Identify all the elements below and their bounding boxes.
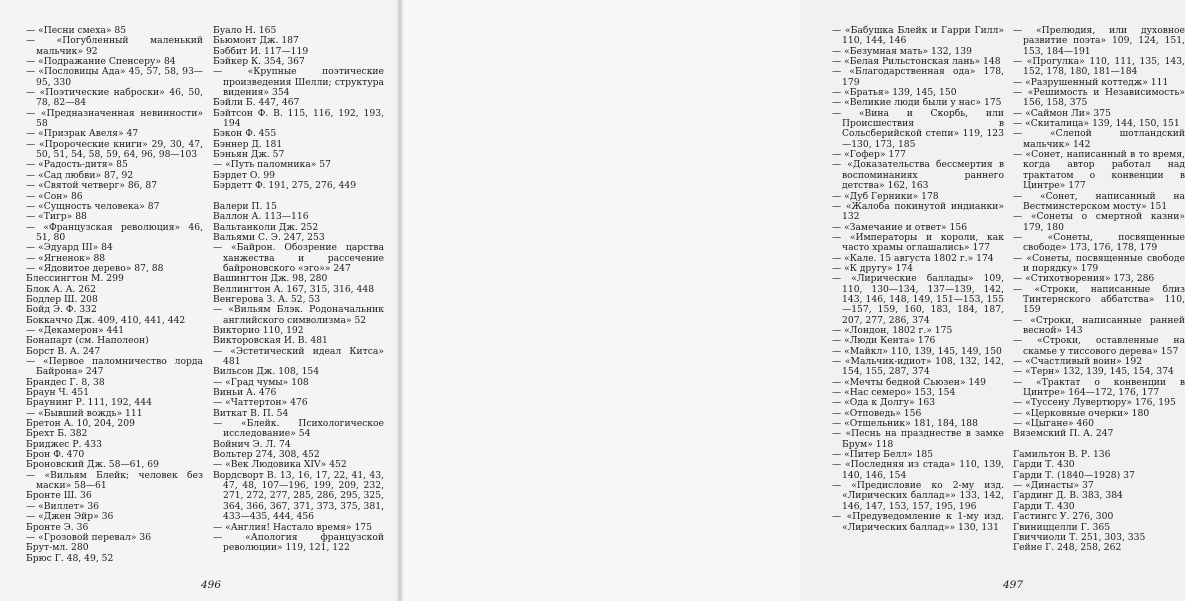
index-entry: Бойд Э. Ф. 332: [26, 304, 97, 316]
index-entry: Викторовская И. В. 481: [213, 335, 328, 347]
index-entry: — «Сущность человека» 87: [26, 200, 160, 212]
index-entry: Брут-мл. 280: [26, 542, 89, 554]
index-entry: — «Вина и Скорбь, или Происшествия в Сольсберийской степи» 119, 123—130, 173, 185: [832, 107, 1004, 150]
index-column-4: [1013, 26, 1185, 554]
index-entry: — «Сонеты о смертной казни» 179, 180: [1013, 211, 1185, 233]
index-entry: — «Питер Белл» 185: [832, 449, 934, 461]
index-entry: — «Трактат о конвенции в Цинтре» 164—172, 176, 177: [1013, 376, 1185, 399]
index-entry: — «Братья» 139, 145, 150: [832, 87, 957, 99]
index-entry: — «Нас семеро» 153, 154: [832, 387, 956, 399]
index-entry: Валери П. 15: [213, 200, 277, 212]
index-entry: — «Французская революция» 46, 51, 80: [26, 221, 203, 243]
index-entry: — «Сонеты, посвященные свободе» 173, 176, 178, 179: [1013, 231, 1185, 254]
index-entry: — «Подражание Спенсеру» 84: [26, 56, 176, 68]
index-entry: — «Цыгане» 460: [1013, 418, 1094, 430]
right-page: [401, 0, 1185, 601]
index-entry: — «Песни смеха» 85: [26, 25, 127, 36]
index-entry: — «Блейк. Психологическое исследование» 54: [213, 418, 384, 440]
index-entry: — «Тигр» 88: [26, 211, 87, 223]
index-entry: — «Ода к Долгу» 163: [832, 397, 936, 409]
index-entry: — «Сонеты, посвященные свободе и порядку» 179: [1013, 252, 1185, 274]
index-entry: Бэньян Дж. 57: [213, 149, 285, 161]
index-entry: — «Первое паломничество лорда Байрона» 247: [26, 356, 203, 378]
index-entry: Бретон А. 10, 204, 209: [26, 418, 135, 430]
index-entry: — «Англия! Настало время» 175: [213, 521, 372, 533]
index-entry: Вальтанколи Дж. 252: [213, 221, 319, 233]
index-entry: — «Лирические баллады» 109, 110, 130—134, 137—139, 142, 143, 146, 148, 149, 151—153, 155—157, 159, 160, 183, 184, 187, 207, 277, 286, 374: [832, 273, 1004, 326]
index-entry: Вильсон Дж. 108, 154: [213, 366, 320, 378]
index-entry: — «Декамерон» 441: [26, 324, 125, 336]
index-entry: — «Поэтические наброски» 46, 50, 78, 82—84: [26, 87, 203, 109]
index-entry: — «Радость-дитя» 85: [26, 159, 128, 171]
index-entry: — «Сонет, написанный в то время, когда автор работал над трактатом о конвенции в Цинтре» 177: [1013, 149, 1185, 192]
index-entry: — «Благодарственная ода» 178, 179: [832, 66, 1004, 88]
index-entry: Бэрдетт Ф. 191, 275, 276, 449: [213, 180, 357, 192]
index-entry: Бриджес Р. 433: [26, 438, 102, 450]
index-entry: Бэйли Б. 447, 467: [213, 97, 300, 109]
index-entry: — «Предназначенная невинности» 58: [26, 107, 203, 130]
index-entry: — «Сонет, написанный на Вестминстерском мосту» 151: [1013, 190, 1185, 212]
index-entry: — «Императоры и короли, как часто храмы оглашались» 177: [832, 231, 1004, 254]
index-entry: — «Счастливый воин» 192: [1013, 356, 1143, 367]
index-entry: Гвиччиоли Т. 251, 303, 335: [1013, 531, 1146, 543]
index-entry: — «Белая Рильстонская лань» 148: [832, 56, 1001, 68]
index-entry: — «Прогулка» 110, 111, 135, 143, 152, 178, 180, 181—184: [1013, 56, 1185, 78]
index-entry: Бэйкер К. 354, 367: [213, 56, 305, 68]
index-entry: Браун Ч. 451: [26, 387, 90, 399]
index-entry: — «Строки, оставленные на скамье у тиссового дерева» 157: [1013, 335, 1185, 357]
index-entry: — «Святой четверг» 86, 87: [26, 180, 158, 192]
index-entry: Гамильтон В. Р. 136: [1013, 449, 1111, 461]
index-entry: — «Последняя из стада» 110, 139, 140, 146, 154: [832, 459, 1004, 481]
index-entry: — «К другу» 174: [832, 262, 914, 274]
index-entry: Гарди Т. (1840—1928) 37: [1013, 469, 1135, 481]
index-entry: — «Песнь на празднестве в замке Брум» 118: [832, 428, 1004, 450]
index-column-2: [213, 26, 384, 554]
index-entry: — «Замечание и ответ» 156: [832, 221, 968, 233]
index-entry: — «Слепой шотландский мальчик» 142: [1013, 128, 1185, 150]
index-entry: Блок А. А. 262: [26, 283, 96, 295]
index-entry: Бодлер Ш. 208: [26, 293, 98, 305]
index-entry: — «Джен Эйр» 36: [26, 511, 114, 523]
index-entry: — «Погубленный маленький мальчик» 92: [26, 35, 203, 57]
index-entry: — «Предуведомление к 1-му изд. «Лирических баллад»» 130, 131: [832, 511, 1004, 533]
index-entry: Бэннер Д. 181: [213, 138, 283, 150]
index-entry: — «Великие люди были у нас» 175: [832, 97, 1002, 109]
index-entry: — «Стихотворения» 173, 286: [1013, 273, 1155, 285]
index-entry: Гвиниццелли Г. 365: [1013, 521, 1111, 533]
index-column-3: [832, 26, 1004, 533]
index-entry: — «Виллет» 36: [26, 500, 100, 512]
index-entry: — «Век Людовика XIV» 452: [213, 459, 347, 471]
index-entry: — «Байрон. Обозрение царства ханжества и рассечение байроновского «эго»» 247: [213, 242, 384, 274]
index-entry: — «Люди Кента» 176: [832, 335, 936, 347]
index-entry: — «Церковные очерки» 180: [1013, 407, 1150, 419]
index-entry: Виткат В. П. 54: [213, 407, 289, 419]
index-entry: Блессингтон М. 299: [26, 273, 124, 285]
index-entry: — «Династы» 37: [1013, 480, 1094, 492]
index-entry: — «Апология французской революции» 119, 121, 122: [213, 531, 384, 554]
index-entry: — «Предисловие ко 2-му изд. «Лирических баллад»» 133, 142, 146, 147, 153, 157, 195, 196: [832, 480, 1004, 512]
index-entry: Гастингс У. 276, 300: [1013, 511, 1114, 523]
index-entry: Боккаччо Дж. 409, 410, 441, 442: [26, 314, 186, 326]
index-entry: Борст В. А. 247: [26, 345, 101, 357]
index-entry: Бьюмонт Дж. 187: [213, 35, 299, 47]
index-entry: — «Грозовой перевал» 36: [26, 531, 152, 543]
index-entry: Вяземский П. А. 247: [1013, 428, 1114, 440]
index-entry: — «Сад любви» 87, 92: [26, 169, 134, 181]
index-entry: Брон Ф. 470: [26, 449, 85, 461]
index-entry: Виньи А. 476: [213, 387, 277, 399]
index-entry: Бэббит И. 117—119: [213, 45, 309, 57]
index-entry: Бонапарт (см. Наполеон): [26, 335, 149, 347]
index-entry: Викторио 110, 192: [213, 324, 304, 336]
index-entry: — «Вильям Блейк; человек без маски» 58—61: [26, 469, 203, 492]
page-number-right: 497: [1003, 579, 1024, 591]
index-entry: Вальями С. Э. 247, 253: [213, 231, 325, 243]
index-entry: — «Ягненок» 88: [26, 252, 106, 264]
index-entry: — «Ядовитое дерево» 87, 88: [26, 262, 164, 274]
index-entry: Бэйтсон Ф. В. 115, 116, 192, 193, 194: [213, 107, 384, 130]
index-entry: Броновский Дж. 58—61, 69: [26, 459, 159, 471]
index-entry: — «Отповедь» 156: [832, 407, 922, 419]
index-entry: — «Град чумы» 108: [213, 376, 309, 388]
index-entry: Брехт Б. 382: [26, 428, 88, 440]
index-entry: Венгерова З. А. 52, 53: [213, 293, 321, 305]
page-number-left: 496: [201, 579, 222, 591]
index-entry: — «Отшельник» 181, 184, 188: [832, 418, 978, 430]
index-entry: Бэрдет О. 99: [213, 169, 275, 181]
index-entry: Браунинг Р. 111, 192, 444: [26, 397, 152, 409]
index-entry: — «Пророческие книги» 29, 30, 47, 50, 51, 54, 58, 59, 64, 96, 98—103: [26, 138, 203, 161]
index-entry: Валлон А. 113—116: [213, 211, 309, 223]
index-entry: — «Решимость и Независимость» 156, 158, 375: [1013, 87, 1185, 109]
index-entry: Вордсворт В. 13, 16, 17, 22, 41, 43, 47, 48, 107—196, 199, 209, 232, 271, 272, 277, 285, 286, 295, 325, 364, 366, 367, 371, 373, 375, 381, 433—435, 444, 456: [213, 469, 384, 523]
index-entry: Гарди Т. 430: [1013, 500, 1075, 512]
index-entry: — «Терн» 132, 139, 145, 154, 374: [1013, 366, 1174, 378]
index-column-1: [26, 26, 203, 564]
index-entry: — «Бывший вождь» 111: [26, 407, 143, 419]
index-entry: — «Майкл» 110, 139, 145, 149, 150: [832, 345, 1002, 357]
index-entry: — «Строки, написанные ранней весной» 143: [1013, 314, 1185, 336]
index-entry: Войнич Э. Л. 74: [213, 438, 291, 450]
index-entry: — «Туссену Лувертюру» 176, 195: [1013, 397, 1176, 409]
index-entry: — «Бабушка Блейк и Гарри Гилл» 110, 144, 146: [832, 25, 1004, 47]
index-entry: Бронте Э. 36: [26, 521, 89, 533]
index-entry: Брандес Г. 8, 38: [26, 376, 105, 388]
index-entry: Бронте Ш. 36: [26, 490, 92, 502]
left-page: [0, 0, 399, 601]
index-entry: Вольтер 274, 308, 452: [213, 449, 320, 461]
index-entry: — «Мальчик-идиот» 108, 132, 142, 154, 155, 287, 374: [832, 356, 1004, 378]
index-entry: — «Безумная мать» 132, 139: [832, 45, 972, 57]
index-entry: — «Прелюдия, или духовное развитие поэта» 109, 124, 151, 153, 184—191: [1013, 25, 1185, 57]
index-entry: — «Лондон, 1802 г.» 175: [832, 324, 953, 336]
index-entry: — «Чаттертон» 476: [213, 397, 308, 409]
index-entry: — «Вильям Блэк. Родоначальник английского символизма» 52: [213, 304, 384, 326]
index-entry: — «Призрак Авеля» 47: [26, 128, 139, 140]
book-spine-shadow: [396, 0, 404, 601]
index-entry: — «Эдуард III» 84: [26, 242, 113, 254]
index-entry: — «Эстетический идеал Китса» 481: [213, 345, 384, 367]
index-entry: — «Пословицы Ада» 45, 57, 58, 93—95, 330: [26, 66, 203, 88]
index-entry: Гейне Г. 248, 258, 262: [1013, 542, 1122, 554]
index-entry: — «Сон» 86: [26, 190, 83, 202]
index-entry: — «Скиталица» 139, 144, 150, 151: [1013, 118, 1180, 130]
index-entry: Буало Н. 165: [213, 25, 277, 36]
index-entry: Вашингтон Дж. 98, 280: [213, 273, 328, 285]
index-entry: Веллингтон А. 167, 315, 316, 448: [213, 283, 375, 295]
index-entry: — «Дуб Герники» 178: [832, 190, 939, 202]
index-entry: Брюс Г. 48, 49, 52: [26, 552, 114, 564]
index-entry: — «Крупные поэтические произведения Шелли; структура видения» 354: [213, 66, 384, 99]
index-entry: — «Саймон Ли» 375: [1013, 107, 1111, 119]
index-entry: — «Строки, написанные близ Тинтернского аббатства» 110, 159: [1013, 283, 1185, 316]
index-entry: Бэкон Ф. 455: [213, 128, 277, 140]
index-entry: — «Мечты бедной Сьюзен» 149: [832, 376, 986, 388]
index-entry: — «Доказательства бессмертия в воспоминаниях раннего детства» 162, 163: [832, 159, 1004, 192]
index-entry: — «Путь паломника» 57: [213, 159, 331, 171]
index-entry: — «Гофер» 177: [832, 149, 906, 161]
index-entry: — «Разрушенный коттедж» 111: [1013, 76, 1169, 88]
index-entry: — «Кале. 15 августа 1802 г.» 174: [832, 252, 994, 264]
index-entry: — «Жалоба покинутой индианки» 132: [832, 200, 1004, 223]
index-entry: Гардинг Д. В. 383, 384: [1013, 490, 1123, 502]
index-entry: Гарди Т. 430: [1013, 459, 1075, 471]
